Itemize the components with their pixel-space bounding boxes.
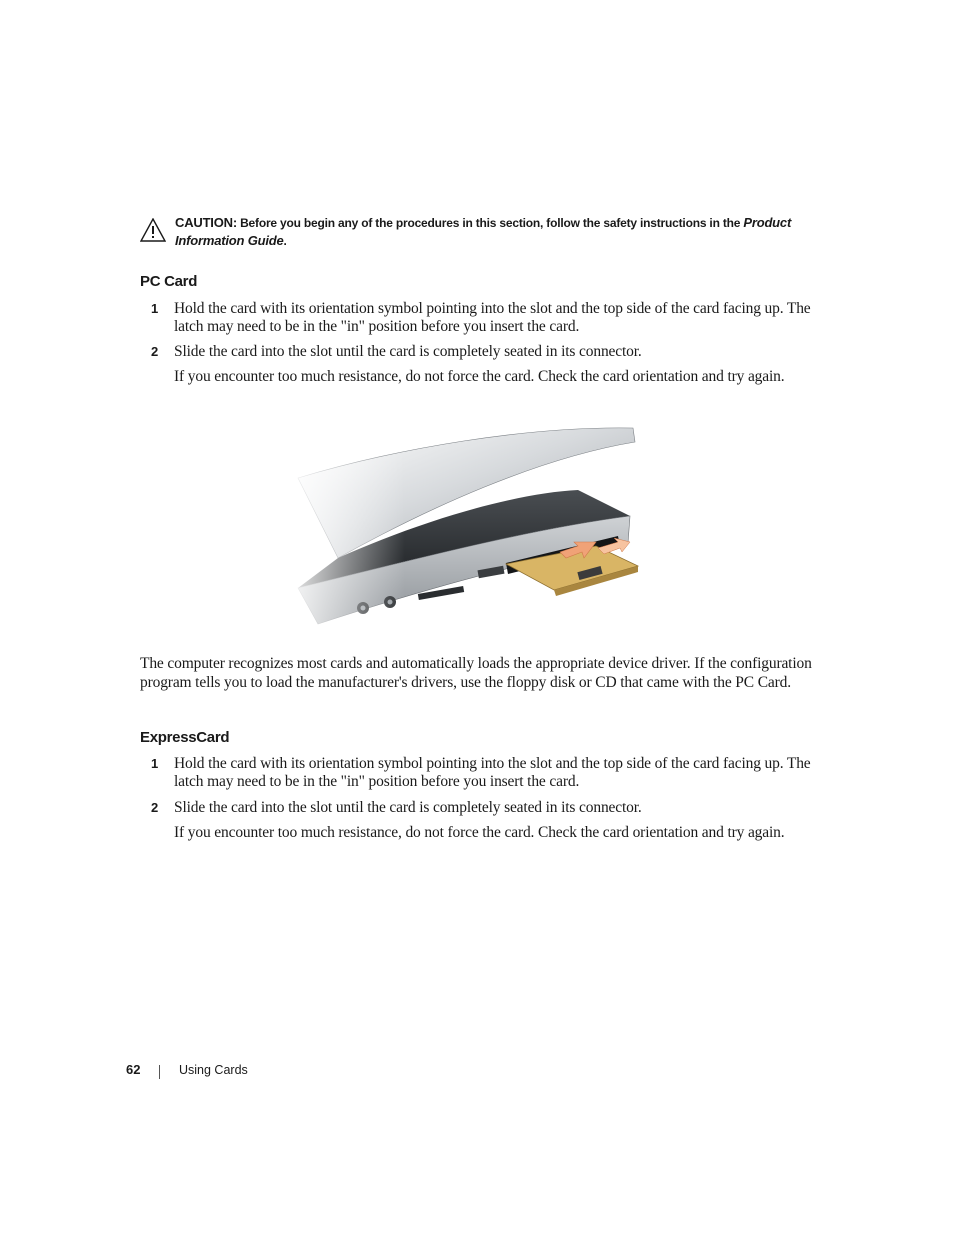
caution-label: CAUTION:	[175, 215, 237, 230]
pc-card-step-1	[140, 300, 820, 336]
caution-guide-title-2: Information Guide	[175, 233, 284, 248]
section-heading-expresscard: ExpressCard	[140, 729, 230, 746]
caution-end: .	[283, 234, 287, 248]
step-text: Hold the card with its orientation symbol pointing into the slot and the top side of the card facing up. The latch may need to be in the "in" position before you insert the card.	[174, 755, 811, 790]
footer-divider	[159, 1065, 160, 1079]
caution-triangle-icon	[140, 218, 166, 242]
step-text: Slide the card into the slot until the card is completely seated in its connector.	[174, 343, 642, 360]
step-text: Hold the card with its orientation symbol pointing into the slot and the top side of the card facing up. The latch may need to be in the "in" position before you insert the card.	[174, 300, 811, 335]
expresscard-step-2	[140, 799, 820, 817]
pc-card-step-2	[140, 343, 820, 361]
footer-section-title: Using Cards	[179, 1063, 248, 1077]
expresscard-note: If you encounter too much resistance, do not force the card. Check the card orientation and try again.	[174, 824, 785, 841]
section-heading-pc-card: PC Card	[140, 273, 198, 290]
pc-card-driver-paragraph: The computer recognizes most cards and automatically loads the appropriate device driver. If the configuration program tells you to load the manufacturer's drivers, use the floppy disk or CD that came with the PC Card.	[140, 655, 812, 691]
page-number: 62	[126, 1062, 141, 1077]
step-number: 2	[151, 800, 159, 815]
step-number: 1	[151, 756, 159, 771]
step-number: 1	[151, 301, 159, 316]
caution-text	[175, 214, 830, 250]
expresscard-step-1	[140, 755, 820, 791]
step-text: Slide the card into the slot until the card is completely seated in its connector.	[174, 799, 642, 816]
step-number: 2	[151, 344, 159, 359]
caution-notice	[140, 214, 830, 250]
pc-card-note: If you encounter too much resistance, do not force the card. Check the card orientation and try again.	[174, 368, 785, 385]
caution-guide-title-1: Product	[743, 215, 792, 230]
laptop-pc-card-illustration	[278, 418, 640, 644]
caution-body: Before you begin any of the procedures in this section, follow the safety instructions in the	[240, 216, 741, 230]
